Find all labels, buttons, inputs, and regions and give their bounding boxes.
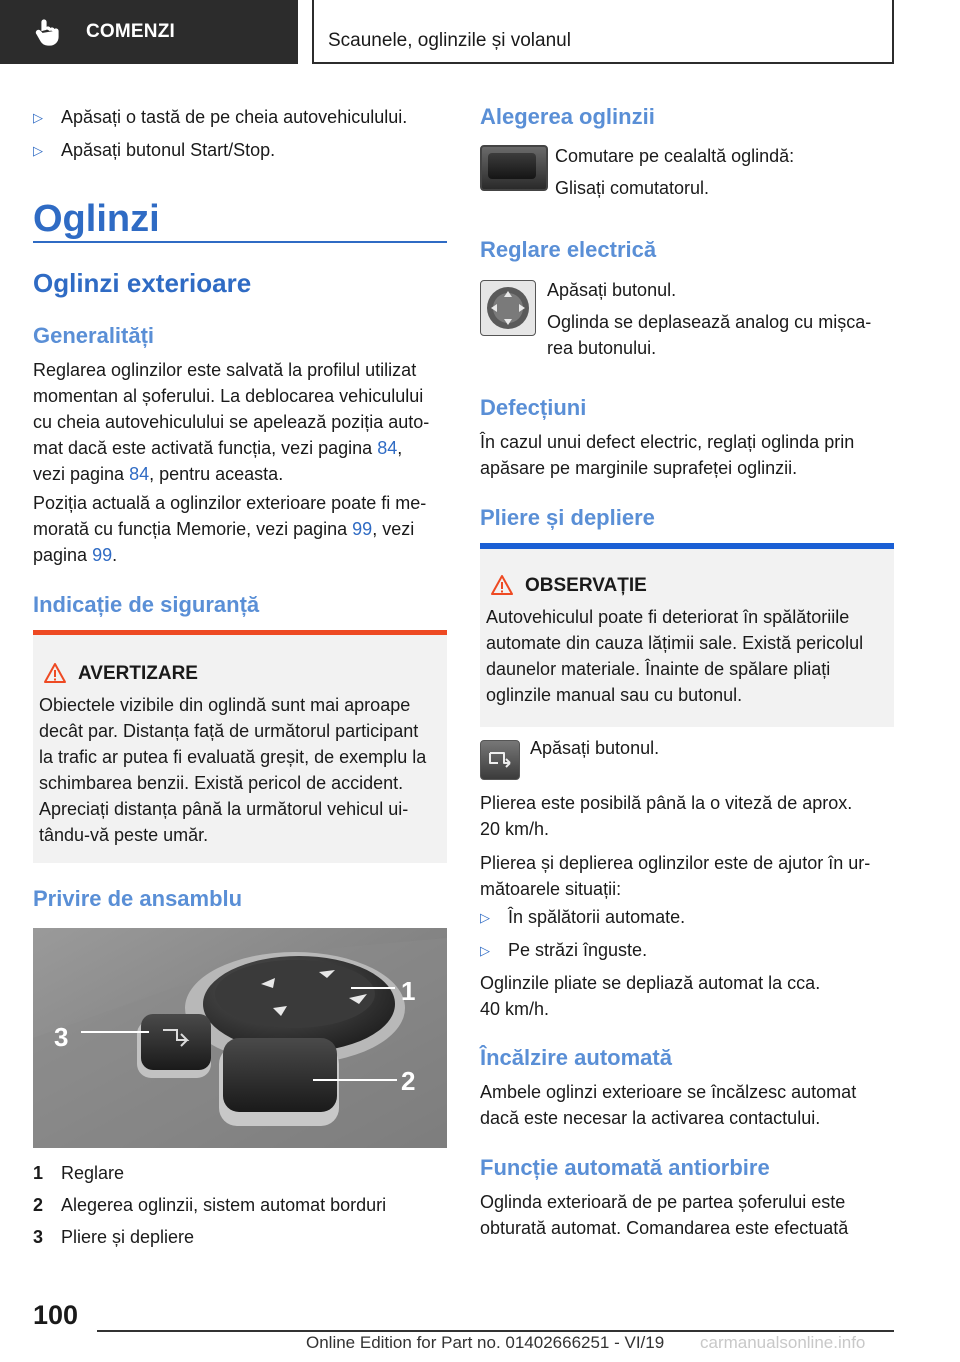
section-tab[interactable] [0, 0, 298, 64]
page-link[interactable]: 84 [129, 464, 150, 484]
page-link[interactable]: 99 [92, 545, 113, 565]
subsection-heading: Privire de ansamblu [33, 886, 243, 911]
legend-item: 3 Pliere și depliere [33, 1227, 195, 1247]
mirror-selector-switch-image [480, 145, 548, 191]
paragraph: Apăsați butonul. Oglinda se deplasează analog cu mișca- rea butonului. [547, 280, 872, 358]
paragraph: Apăsați butonul. [530, 738, 660, 758]
paragraph: Comutare pe cealaltă oglindă: Glisați comutatorul. [555, 146, 795, 198]
subsection-heading: Încălzire automată [480, 1045, 672, 1070]
watermark: carmanualsonline.info [700, 1333, 866, 1352]
paragraph: Oglinzile pliate se depliază automat la cca. 40 km/h. [480, 973, 821, 1019]
chapter-title: Scaunele, oglinzile și volanul [328, 30, 571, 51]
paragraph: Ambele oglinzi exterioare se încălzesc automat dacă este necesar la activarea contactului. [480, 1082, 857, 1128]
note-box [480, 543, 894, 727]
subsection-heading: Indicație de siguranță [33, 592, 260, 617]
page-link[interactable]: 84 [377, 438, 398, 458]
mirror-adjust-button-image [480, 280, 536, 336]
section-heading: Oglinzi exterioare [33, 268, 252, 298]
subsection-heading: Defecțiuni [480, 395, 587, 420]
list-item: ▷ Pe străzi înguste. [480, 937, 647, 964]
callout-1: 1 [401, 976, 416, 1006]
bullet-triangle-icon: ▷ [480, 910, 490, 925]
subsection-heading: Alegerea oglinzii [480, 104, 655, 129]
warning-text: Obiectele vizibile din oglindă sunt mai aproape decât par. Distanța față de următorul participant la trafic ar putea fi evaluată greșit, de exemplu la schimbarea benzii. Există pericol de accident. Apreciați distanța până la următorul vehicul ui- tându-vă peste umăr. [39, 695, 427, 845]
footer-rule [97, 1330, 894, 1332]
callout-2: 2 [401, 1066, 416, 1096]
warning-triangle-icon [490, 574, 514, 596]
legend-list [33, 1160, 453, 1250]
subsection-heading: Reglare electrică [480, 237, 657, 262]
subsection-heading: Pliere și depliere [480, 505, 655, 530]
fold-button-image [480, 740, 520, 780]
note-title: OBSERVAȚIE [525, 575, 647, 596]
hand-pointer-icon [34, 17, 64, 47]
bullet-triangle-icon: ▷ [33, 143, 43, 158]
note-text: Autovehiculul poate fi deteriorat în spălătoriile automate din cauza lățimii sale. Există pericolul daunelor materiale. Înainte de spălare pliați oglinzile manual sau cu butonul. [486, 607, 864, 705]
bullet-triangle-icon: ▷ [33, 110, 43, 125]
list-item: ▷ În spălătorii automate. [480, 904, 685, 931]
paragraph: Poziția actuală a oglinzilor exterioare poate fi me- morată cu funcția Memorie, vezi pagina 99, vezi pagina 99. [33, 493, 427, 565]
chapter-header [312, 0, 894, 64]
warning-title: AVERTIZARE [78, 663, 198, 684]
edition-note: Online Edition for Part no. 01402666251 - VI/19 [306, 1333, 665, 1352]
paragraph: În cazul unui defect electric, reglați oglinda prin apăsare pe marginile suprafeței oglinzii. [480, 432, 855, 478]
callout-3: 3 [54, 1022, 69, 1052]
legend-item: 2 Alegerea oglinzii, sistem automat borduri [33, 1195, 387, 1215]
paragraph: Plierea și deplierea oglinzilor este de ajutor în ur- mătoarele situații: [480, 853, 871, 899]
section-label: COMENZI [86, 21, 176, 42]
warning-box [33, 630, 447, 863]
title-divider [33, 241, 447, 243]
page-link[interactable]: 99 [352, 519, 373, 539]
mirror-controls-image [33, 928, 447, 1148]
warning-triangle-icon [43, 662, 67, 684]
paragraph: Plierea este posibilă până la o viteză de aprox. 20 km/h. [480, 793, 853, 839]
paragraph: Reglarea oglinzilor este salvată la profilul utilizat momentan al șoferului. La deblocarea vehiculului cu cheia autovehiculului se apelează poziția auto- mat dacă este activată funcția, vezi pagina 84, vezi pagina 84, pentru aceasta. [33, 360, 430, 484]
subsection-heading: Generalități [33, 323, 155, 348]
legend-item: 1 Reglare [33, 1163, 125, 1183]
list-item: ▷ Apăsați butonul Start/Stop. [33, 137, 275, 164]
page-number: 100 [33, 1300, 79, 1330]
list-item: ▷ Apăsați o tastă de pe cheia autovehiculului. [33, 104, 407, 131]
bullet-triangle-icon: ▷ [480, 943, 490, 958]
paragraph: Oglinda exterioară de pe partea șoferului este obturată automat. Comandarea este efectuată [480, 1192, 849, 1238]
page-title: Oglinzi [33, 198, 160, 240]
subsection-heading: Funcție automată antiorbire [480, 1155, 770, 1180]
